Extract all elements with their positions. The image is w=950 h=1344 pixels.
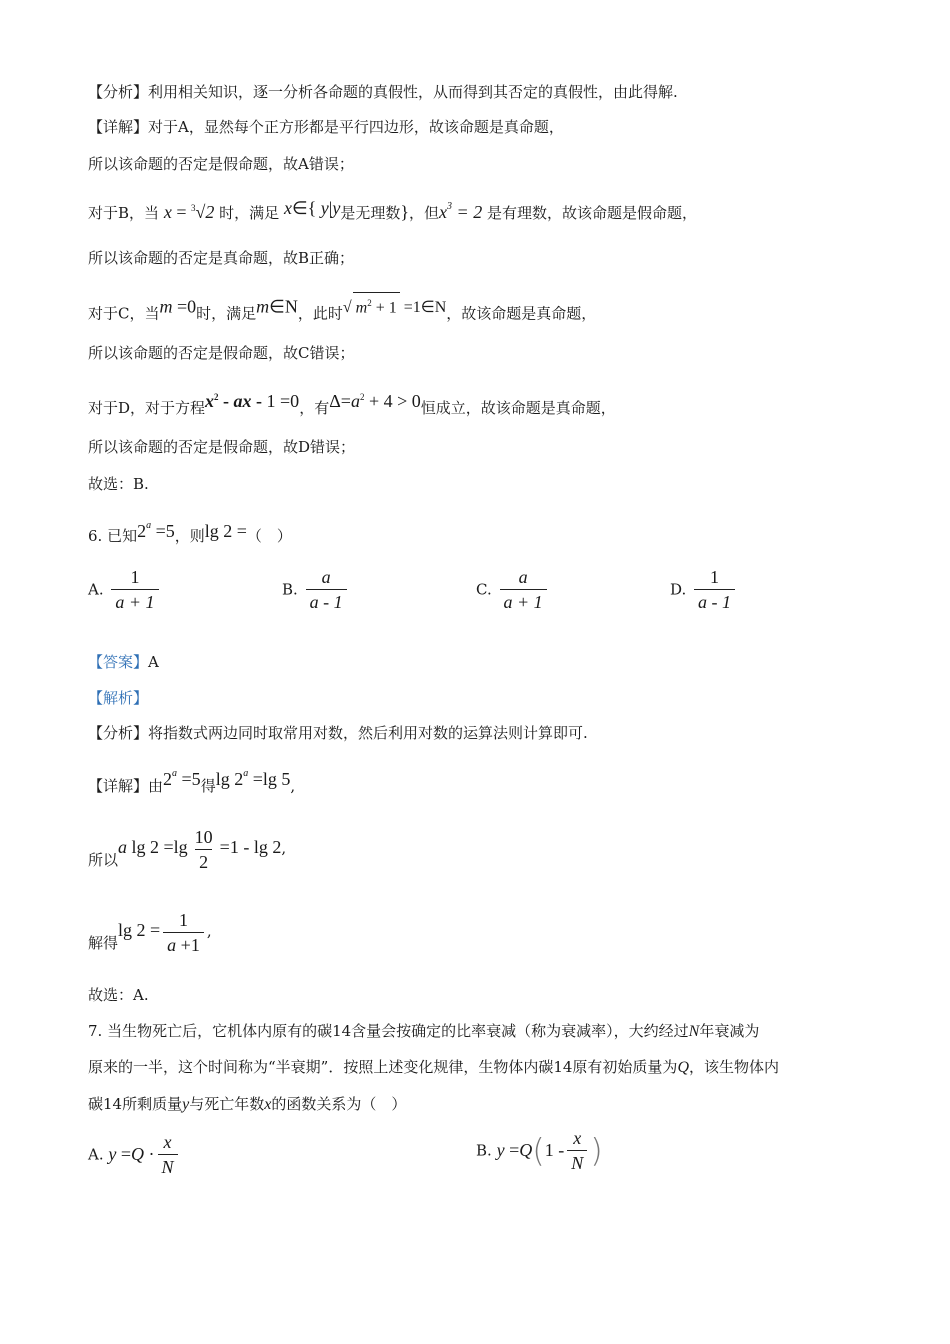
b-but: ，但 [409, 204, 440, 222]
b-prefix: 对于B，当 [88, 204, 160, 222]
detail-tag: 【详解】 [88, 777, 149, 795]
q7-line3 [88, 1094, 406, 1115]
paren-right: ) [590, 1131, 603, 1170]
paren-left: ( [532, 1131, 545, 1170]
q6-explain-tag: 【解析】 [88, 689, 149, 707]
q7-var-q: Q [677, 1059, 689, 1076]
q6-stem-mid: ，则 [174, 527, 205, 545]
detail-tag: 【详解】 [88, 118, 149, 136]
q6-answer [88, 652, 159, 672]
analysis-tag: 【分析】 [88, 724, 149, 742]
analysis-text: 将指数式两边同时取常用对数，然后利用对数的运算法则计算即可. [148, 724, 588, 742]
q5-d-negation: 所以该命题的否定是假命题，故D错误； [88, 438, 356, 456]
option-label: A. [88, 1145, 104, 1164]
q7-b-frac: $\frac{x}{N}$ [567, 1127, 587, 1174]
solve-prefix: 解得 [88, 934, 119, 952]
option-fraction [111, 566, 158, 613]
fraction-denominator: a - 1 [306, 589, 347, 613]
q6-stem-prefix: 6. 已知 [88, 527, 138, 545]
fraction-numerator: a [518, 567, 528, 587]
q7-line1 [88, 1021, 759, 1042]
option-label: A. [88, 580, 104, 599]
option-label: B. [282, 580, 298, 599]
q6-math-alg: a lg 2 =lg [118, 837, 188, 857]
q7-b-one: 1 - [544, 1140, 565, 1160]
d-math-eq: $x^2$ - ax - 1 =0 [205, 391, 300, 411]
detail-prefix: 由 [148, 777, 164, 795]
q5-c-negation: 所以该命题的否定是假命题，故C错误； [88, 344, 355, 362]
b-set: x∈{ y|y [283, 198, 341, 218]
option-fraction [694, 566, 735, 613]
option-fraction [306, 566, 347, 613]
q6-so-line: 所以a lg 2 =lg $\frac{10}{2}$ =1 - lg 2, [88, 826, 287, 872]
detail-mid: 得 [200, 777, 216, 795]
q6-option-b[interactable] [282, 566, 350, 613]
q6-stem [88, 516, 292, 546]
c-prefix: 对于C，当 [88, 304, 160, 323]
option-label: C. [476, 580, 492, 599]
d-suffix: 恒成立，故该命题是真命题， [420, 399, 616, 417]
q6-frac-10-2: $\frac{10}{2}$ [194, 826, 213, 872]
q6-choice: 故选：A. [88, 986, 149, 1004]
answer-tag: 【答案】 [88, 653, 149, 671]
fraction-numerator: 1 [130, 567, 140, 587]
q7-line1-text: 7. 当生物死亡后，它机体内原有的碳14含量会按确定的比率衰减（称为衰减率），大约经过 [88, 1022, 689, 1040]
q7-a-math: y =Q · [108, 1144, 155, 1164]
q6-stem-suffix: （ ） [246, 527, 292, 545]
c-math-m0: m =0 [159, 296, 197, 317]
q6-math-2a5: $2^a =5$ [137, 520, 175, 541]
q6-option-c[interactable] [476, 566, 550, 613]
q6-math-lg2eq: lg 2 = [118, 920, 161, 940]
q7-b-math: y =Q [496, 1140, 533, 1160]
option-fraction [500, 566, 547, 613]
fraction-numerator: a [321, 567, 331, 587]
q6-option-a[interactable] [88, 566, 162, 613]
fraction-denominator: a + 1 [111, 589, 158, 613]
q5-analysis [88, 82, 678, 102]
q5-c-line [88, 292, 596, 323]
b-when: 时，满足 [219, 204, 280, 222]
fraction-denominator: a - 1 [694, 589, 735, 613]
q6-math-2a5-b: $2^a =5$ [163, 768, 201, 789]
q5-d-line [88, 387, 616, 418]
analysis-text: 利用相关知识，逐一分析各命题的真假性，从而得到其否定的真假性，由此得解. [148, 83, 678, 101]
q7-line3-c: 的函数关系为（ ） [271, 1095, 407, 1113]
d-prefix: 对于D，对于方程 [88, 399, 206, 417]
fraction-denominator: a + 1 [500, 589, 547, 613]
q5-b-negation: 所以该命题的否定是真命题，故B正确； [88, 249, 355, 267]
option-label: D. [670, 580, 687, 599]
c-this: ，此时 [297, 304, 343, 323]
q6-analysis [88, 723, 588, 743]
q5-a-negation: 所以该命题的否定是假命题，故A错误； [88, 155, 354, 173]
q6-solve-line: 解得lg 2 = $\frac{1}{a +1}$ , [88, 909, 212, 955]
q6-option-d[interactable] [670, 566, 738, 613]
q5-b-line: 对于B，当 x = $^3$√2 时，满足 x∈{ y|y是无理数}，但$x^3 = 2$ 是有理数，故该命题是假命题， [88, 198, 697, 222]
q7-a-frac: $\frac{x}{N}$ [158, 1131, 178, 1178]
q7-line3-a: 碳14所剩质量 [88, 1095, 183, 1113]
q7-var-y: y [182, 1096, 190, 1113]
fraction-numerator: 1 [710, 567, 720, 587]
analysis-tag: 【分析】 [88, 83, 149, 101]
b-math-x: x [163, 202, 172, 222]
option-label: B. [476, 1141, 492, 1160]
q6-math-lg2: lg 2 = [204, 521, 247, 541]
c-when: 时，满足 [196, 304, 257, 323]
d-math-delta: $\Delta=a^2 + 4 > 0$ [329, 391, 421, 411]
q6-frac-result: $\frac{1}{a +1}$ [163, 909, 204, 956]
q6-math-lg: $\lg 2^a =\lg$ 5 [215, 768, 291, 789]
q5-detail-a [88, 117, 564, 137]
q7-option-b[interactable] [476, 1127, 603, 1174]
q6-math-rest: =1 - lg 2 [219, 837, 282, 857]
q7-line3-b: 与死亡年数 [189, 1095, 265, 1113]
q7-var-x: x [264, 1096, 272, 1113]
b-set-text: 是无理数 [340, 204, 401, 222]
q7-line1-end: 年衰减为 [699, 1022, 760, 1040]
q7-var-n: N [688, 1023, 700, 1040]
c-math-sqrt: √ $m^2 + 1$ =1∈N [343, 299, 446, 316]
d-have: ，有 [299, 399, 330, 417]
detail-a-text: 对于A，显然每个正方形都是平行四边形，故该命题是真命题， [148, 118, 564, 136]
q7-option-a[interactable] [88, 1131, 181, 1178]
c-suffix: ，故该命题是真命题， [446, 304, 597, 323]
b-math-x3: $x^3 = 2$ [439, 201, 483, 222]
so-prefix: 所以 [88, 851, 119, 869]
q5-choice: 故选：B. [88, 475, 149, 493]
b-suffix: 是有理数，故该命题是假命题， [486, 204, 697, 222]
c-math-min: m∈N [256, 296, 298, 317]
q7-line2-text: 原来的一半，这个时间称为“半衰期”．按照上述变化规律，生物体内碳14原有初始质量为 [88, 1058, 678, 1076]
answer-value: A [148, 653, 159, 671]
q6-detail: 【详解】由$2^a =5$得$\lg 2^a =\lg$ 5, [88, 768, 296, 795]
b-math-eq: = $^3$√2 [171, 202, 215, 222]
q7-line2 [88, 1057, 779, 1078]
q7-line2-end: ，该生物体内 [689, 1058, 780, 1076]
